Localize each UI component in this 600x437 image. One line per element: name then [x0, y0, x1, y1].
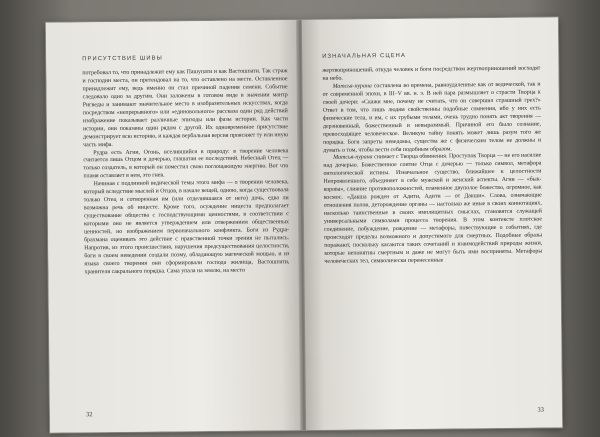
- right-page-body: [322, 66, 542, 267]
- left-paragraph-1: потребовал то, что принадлежит ему как Пашупати и как Вастошпати. Так страж и господин места, он претендовал на то, что оставлено на месте. Оставленное принадлежит ему, ведь именно он стал причиной падения семени. Событие следовало одно за другим. Они заложены в готовом виде в значении мантр Ригведы и занимают значительное место в изобразительных искусствах, когда посредством «непрерывного» или «единовольного» рассказа один ряд действий изображение показывает различные эпизоды или фазы истории. Как части истории, они показаны один рядом с другой. Их одновременное присутствие демонстрирует всю историю, и каждая вербальная версия проясняет ту или иную часть мифа.: [82, 68, 289, 148]
- right-page-number: 33: [537, 406, 544, 414]
- right-paragraph-3: [323, 153, 542, 267]
- right-paragraph-2: [323, 81, 542, 155]
- right-page: [302, 17, 562, 430]
- right-paragraph-1: жертвоприношений, откуда человек и боги посредством жертвоприношений восходят на небо.: [322, 65, 541, 82]
- source-title-emphasis: Матсья-пурана: [332, 83, 372, 90]
- book-spread: [46, 17, 562, 432]
- right-paragraph-2-text: составлена во времена, равноудаленные как от ведической, так и от современной эпохи, в III–V вв. н. э. В ней пара размышляет о страсти Творца к своей дочери: «Скажи мне, почему не считать, что он совершил страшный грех?» Ответ в том, что лишь людям свойственны подобные сомнения, ибо у них есть физические тела, и им, с их грубыми телами, очень трудно понять акт творения — дерзновенный, божественный и невыразимый. Причиной его было сознание, превосходящее человеческое. Великую тайну понять может лишь разум того же порядка. Боги запреты неведомы, существа же с физическим телом не должны и думать о том, чтобы вести себя подобным образом.: [322, 81, 542, 154]
- left-page-number: 32: [85, 411, 93, 419]
- left-paragraph-2: Рудра есть Агни, Огонь, вселившийся в природу: в творение человека считается лишь Отцом и дочерью, глашатаи ее последствий. Небесный Отец — только создатель, в который он поместил свою поглощающую энергию. Вот что пламя оставляет в нем, это гнев.: [83, 147, 289, 180]
- source-title-emphasis: Матсья-пурана: [333, 154, 373, 162]
- right-running-head: ИЗНАЧАЛЬНАЯ СЦЕНА: [322, 52, 406, 60]
- right-paragraph-3-text: снимает с Творца обвинения. Проступок Творца — не его насилие над дочерью. Божественное соитие Отца с дочерью — только символ, метафора онтологической истины. Изначальное существо, ближайшее к целостности Непроявленного, объединяет в себе мужской и женский аспекты. Агни — «бык-корова», слияние противоположностей, пламенное двуполое божество, огромное, как космос. «Дакша рожден от Адити, Адити — от Дакши». Слова, означающие отношения полов, деторождение органы — настолько же иные в своих коннотациях, насколько таинственные в своих имплицитных смыслах, становятся служащей универсальными символами процесса творения. В этом контексте плотское соединение, побуждение, рождение — метафоры, повествующие о событиях, где происходят пределы возможного и допустимого для смертных. Подобные образы поражают, поскольку касаются таких сочетаний и взаимодействий природы жизни, которые непонятны смертным и даже не могут быть ими восприняты. Метафоры человеческих тел, символически перенесенные: [323, 152, 543, 265]
- left-running-head: ПРИСУТСТВИЕ ШИВЫ: [82, 55, 163, 63]
- left-page-body: [82, 68, 289, 277]
- left-page: [46, 20, 302, 433]
- left-paragraph-3: Начиная с подлинной ведической темы этого мифа — о творении человека, который вследствие мыслей и Отцов, в начале вещей, одною, когда существовала только Отец и сотворенная им (или отделившаяся от него) дочь, едва ли возможна речь об инцесте. Кроме того, осуждение инцеста предполагает существование общества с господствующими ценностями, в соответствии с которыми оно не является утверждением или отвержением общественных ценностей, но изображением первоначального конфликта. Боги из Рудра-брахмана оценивать это действие с нравственной точки зрения не пытались. Напротив, из этого происшествия, нарушения предсуществования целостности, боги в своем неведении создали поэму, обладающую магической мощью, и из языка своего творения они сформировали господа жилища, Вастошпати, хранителя сакрального порядка. Сама упала на землю, на место: [83, 179, 290, 276]
